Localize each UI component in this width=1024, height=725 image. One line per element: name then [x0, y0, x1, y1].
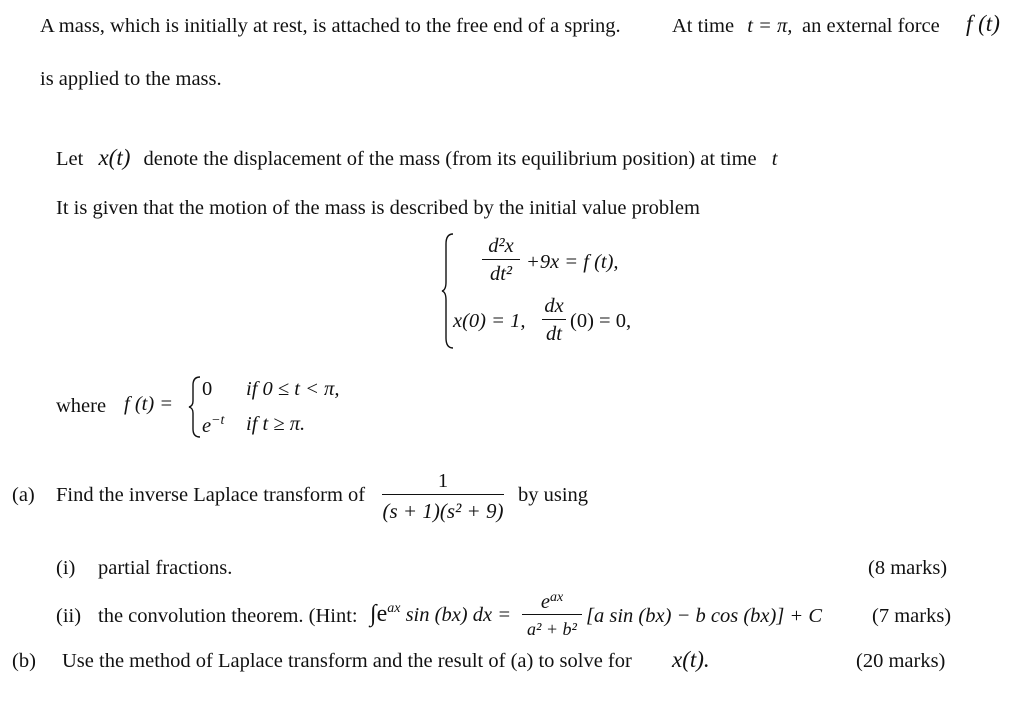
where-label: where — [56, 395, 107, 417]
initial-condition-x0: x(0) = 1, — [453, 310, 526, 332]
part-a-label: (a) — [12, 484, 35, 506]
case-1-condition: if 0 ≤ t < π, — [246, 378, 340, 400]
case-2-value: $e^{-t}$ — [202, 413, 225, 437]
initial-condition-dx0: (0) = 0, — [570, 310, 632, 332]
part-a-i-text: partial fractions. — [98, 557, 233, 579]
intro-line-1 — [40, 16, 621, 37]
part-a-i-marks: (8 marks) — [868, 557, 948, 579]
part-a-i-label: (i) — [56, 557, 76, 579]
t-equals-pi: t = π, — [747, 15, 793, 37]
fraction-bar — [542, 319, 566, 320]
ode-rhs: +9x = f (t), — [526, 251, 619, 273]
part-a-ii-label: (ii) — [56, 605, 82, 627]
part-b-marks: (20 marks) — [856, 650, 946, 672]
piecewise-f: f (t) = — [124, 393, 174, 415]
hint-bracket-expression: [a sin (bx) − b cos (bx)] + C — [586, 605, 823, 627]
part-a-ii-marks: (7 marks) — [872, 605, 952, 627]
intro-f-of-t: f (t) — [966, 11, 1000, 36]
hint-fraction-denominator: a² + b² — [527, 619, 577, 639]
part-b-x-of-t: x(t). — [672, 647, 710, 672]
part-b-label: (b) — [12, 650, 36, 672]
piecewise-brace — [188, 375, 202, 439]
let-line: Let x(t) denote the displacement of the mass (from its equilibrium position) at time t — [56, 145, 778, 170]
part-a-ii-text: the convolution theorem. (Hint: — [98, 605, 358, 627]
hint-fraction-numerator: $e^{ax}$ — [540, 590, 564, 613]
fraction-bar — [482, 259, 520, 260]
laplace-fraction-numerator: 1 — [437, 470, 449, 492]
x-of-t: x(t) — [98, 145, 131, 170]
ivp-left-brace — [441, 232, 455, 350]
part-b-text: Use the method of Laplace transform and the result of (a) to solve for — [62, 650, 632, 672]
fraction-bar — [382, 494, 504, 495]
intro-time: At time t = π, — [672, 15, 793, 37]
time-t: t — [771, 148, 778, 170]
case-2-condition: if t ≥ π. — [246, 413, 306, 435]
intro-line-2: is applied to the mass. — [40, 68, 222, 90]
hint-integral: $\int e^{ax}$ sin (bx) dx = — [370, 601, 512, 627]
dx-dt-fraction: dx — [544, 295, 564, 317]
given-line: It is given that the motion of the mass is described by the initial value problem — [56, 197, 700, 219]
part-a-text: Find the inverse Laplace transform of — [56, 484, 366, 506]
fraction-bar — [522, 614, 582, 615]
part-a-suffix: by using — [518, 484, 589, 506]
case-1-value: 0 — [202, 378, 213, 400]
intro-force: an external force — [802, 15, 940, 37]
d2x-dt2-fraction: d²x — [488, 235, 514, 257]
laplace-fraction-denominator: (s + 1)(s² + 9) — [382, 499, 504, 523]
intro-text: A mass, which is initially at rest, is attached to the free end of a spring. — [40, 15, 621, 37]
